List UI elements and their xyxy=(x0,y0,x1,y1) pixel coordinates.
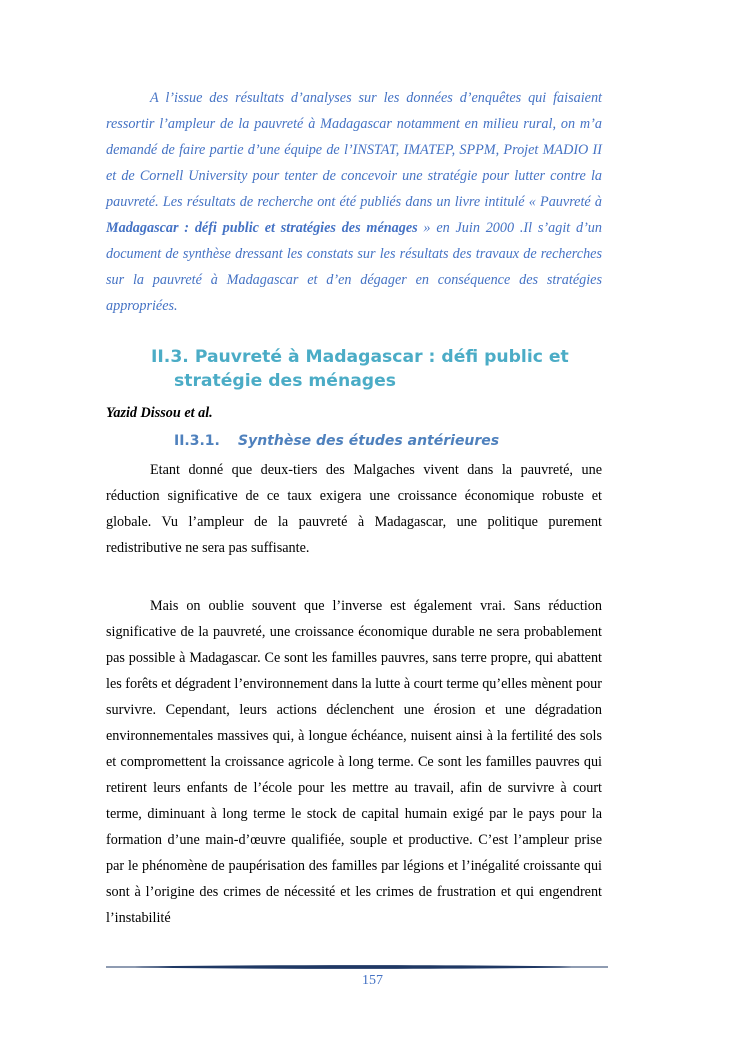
intro-text-part1: A l’issue des résultats d’analyses sur les données d’enquêtes qui faisaient ressortir l’ampleur de la pauvreté à Madagascar notamment en milieu rural, on m’a demandé de faire partie d’une équipe de l’INSTAT, IMATEP, SPPM, Projet MADIO II et de Cornell University pour tenter de concevoir une stratégie pour lutter contre la pauvreté. Les résultats de recherche ont été publiés dans un livre intitulé « Pauvreté à xyxy=(106,90,602,210)
body-paragraph-1: Etant donné que deux-tiers des Malgaches vivent dans la pauvreté, une réduction significative de ce taux exigera une croissance économique robuste et globale. Vu l’ampleur de la pauvreté à Madagascar, une politique purement redistributive ne sera pas suffisante. xyxy=(106,462,602,556)
intro-text-part2: » en Juin 2000 .Il s’agit d’un document de synthèse dressant les constats sur les résultats des travaux de recherches sur la pauvreté à Madagascar et d’en dégager en conséquence des stratégies appropriées. xyxy=(106,220,602,314)
footer-divider xyxy=(106,961,608,973)
section-number: II.3. xyxy=(151,347,189,367)
page-content xyxy=(106,85,602,931)
paragraph-gap xyxy=(106,561,602,587)
section-heading xyxy=(151,345,602,393)
intro-book-title: Madagascar : défi public et stratégies des ménages xyxy=(106,220,418,236)
section-title: Pauvreté à Madagascar : défi public et stratégie des ménages xyxy=(174,347,569,391)
subsection-number: II.3.1. xyxy=(174,433,220,449)
page-number: 157 xyxy=(362,973,383,988)
subsection-heading xyxy=(174,431,602,451)
author-line: Yazid Dissou et al. xyxy=(106,405,213,421)
body-paragraph-2: Mais on oublie souvent que l’inverse est également vrai. Sans réduction significative de la pauvreté, une croissance économique durable ne sera probablement pas possible à Madagascar. Ce sont les familles pauvres, sans terre propre, qui abattent les forêts et dégradent l’environnement dans la lutte à court terme qu’elles mènent pour survivre. Cependant, leurs actions déclenchent une érosion et une dégradation environnementales massives qui, à longue échéance, nuisent ainsi à la fertilité des sols et compromettent la croissance agricole à long terme. Ce sont les familles pauvres qui retirent leurs enfants de l’école pour les mettre au travail, afin de survivre à court terme, diminuant à long terme le stock de capital humain exigé par le pays pour la formation d’une main-d’œuvre qualifiée, souple et productive. C’est l’ampleur prise par le phénomène de paupérisation des familles par légions et l’inégalité croissante qui sont à l’origine des crimes de nécessité et les crimes de frustration et qui engendrent l’instabilité xyxy=(106,598,602,926)
intro-paragraph xyxy=(106,85,602,319)
subsection-title: Synthèse des études antérieures xyxy=(238,433,500,449)
